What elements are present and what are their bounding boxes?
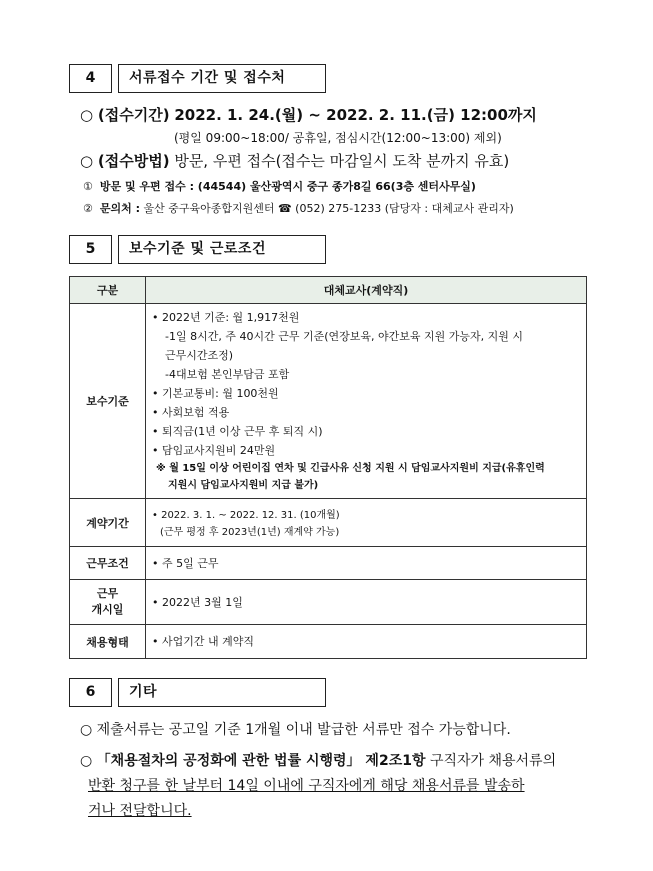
contact-item-1: [83, 178, 476, 194]
table-row: [70, 547, 587, 580]
row-value-type: • 사업기간 내 계약직: [146, 625, 587, 659]
item1-text: 방문 및 우편 접수 : (44544) 울산광역시 중구 종가8길 66(3층 센터사무실): [99, 180, 476, 193]
row-label-start: [70, 580, 146, 625]
etc-item-1: [80, 719, 511, 739]
item2-mark: ②: [83, 202, 93, 215]
start-label-2: 개시일: [91, 603, 124, 616]
method-value: 방문, 우편 접수(접수는 마감일시 도착 분까지 유효): [174, 152, 510, 170]
row-label-work: 근무조건: [70, 547, 146, 580]
table-row: [70, 499, 587, 547]
row-value-work: • 주 5일 근무: [146, 547, 587, 580]
pay-line: 근무시간조정): [165, 349, 234, 362]
start-label-1: 근무: [96, 587, 119, 600]
table-row: [70, 304, 587, 499]
method-mark: ○: [80, 152, 94, 170]
row-value-contract: [146, 499, 587, 547]
pay-table: [69, 276, 587, 659]
pay-line: • 퇴직금(1년 이상 근무 후 퇴직 시): [152, 425, 323, 438]
row-label-type: 채용형태: [70, 625, 146, 659]
section-5-number: 5: [69, 235, 112, 264]
pay-line: • 사회보험 적용: [152, 406, 230, 419]
etc-item-2: [80, 750, 556, 770]
pay-line: • 기본교통비: 월 100천원: [152, 387, 279, 400]
col-header-substitute: 대체교사(계약직): [146, 277, 587, 304]
period-label: (접수기간): [97, 106, 170, 124]
item2-label: 문의처 :: [99, 202, 140, 215]
method-line: [80, 150, 509, 171]
period-value: 2022. 1. 24.(월) ~ 2022. 2. 11.(금) 12:00까지: [174, 106, 537, 124]
etc-item-2-line2: 반환 청구를 한 날부터 14일 이내에 구직자에게 해당 채용서류를 발송하: [88, 778, 525, 794]
etc-item-1-text: 제출서류는 공고일 기준 1개월 이내 발급한 서류만 접수 가능합니다.: [96, 722, 511, 738]
row-value-start: • 2022년 3월 1일: [146, 580, 587, 625]
etc-item-2-mark: ○: [80, 753, 93, 769]
period-note: (평일 09:00~18:00/ 공휴일, 점심시간(12:00~13:00) 제외): [174, 131, 502, 145]
pay-line: • 담임교사지원비 24만원: [152, 444, 276, 457]
contact-item-2: [83, 200, 514, 216]
section-5-title: 보수기준 및 근로조건: [118, 235, 326, 264]
period-mark: ○: [80, 106, 94, 124]
period-line: [80, 104, 537, 125]
table-header-row: [70, 277, 587, 304]
row-value-pay: [146, 304, 587, 499]
row-label-pay: 보수기준: [70, 304, 146, 499]
item1-mark: ①: [83, 180, 93, 193]
pay-line: • 2022년 기준: 월 1,917천원: [152, 311, 300, 324]
contract-line-2: (근무 평정 후 2023년(1년) 재계약 가능): [160, 526, 340, 538]
section-4-number: 4: [69, 64, 112, 93]
etc-item-2-rest: 구직자가 채용서류의: [429, 753, 557, 769]
method-label: (접수방법): [97, 152, 170, 170]
pay-line: -1일 8시간, 주 40시간 근무 기준(연장보육, 야간보육 지원 가능자, 지원 시: [165, 330, 523, 343]
etc-item-2-line3: 거나 전달합니다.: [88, 803, 192, 819]
table-row: [70, 580, 587, 625]
section-6-title: 기타: [118, 678, 326, 707]
pay-line: -4대보험 본인부담금 포함: [165, 368, 290, 381]
pay-note-2: 지원시 담임교사지원비 지급 불가): [168, 480, 319, 491]
pay-note-1: ※ 월 15일 이상 어린이집 연차 및 긴급사유 신청 지원 시 담임교사지원비 지급(유휴인력: [156, 463, 545, 474]
etc-item-2-bold: 「채용절차의 공정화에 관한 법률 시행령」 제2조1항: [96, 753, 426, 769]
col-header-category: 구분: [70, 277, 146, 304]
etc-item-1-mark: ○: [80, 722, 93, 738]
row-label-contract: 계약기간: [70, 499, 146, 547]
section-6-number: 6: [69, 678, 112, 707]
section-4-title: 서류접수 기간 및 접수처: [118, 64, 326, 93]
item2-text: 울산 중구육아종합지원센터 ☎ (052) 275-1233 (담당자 : 대체교사 관리자): [143, 202, 514, 215]
contract-line-1: • 2022. 3. 1. ~ 2022. 12. 31. (10개월): [152, 509, 340, 521]
table-row: [70, 625, 587, 659]
